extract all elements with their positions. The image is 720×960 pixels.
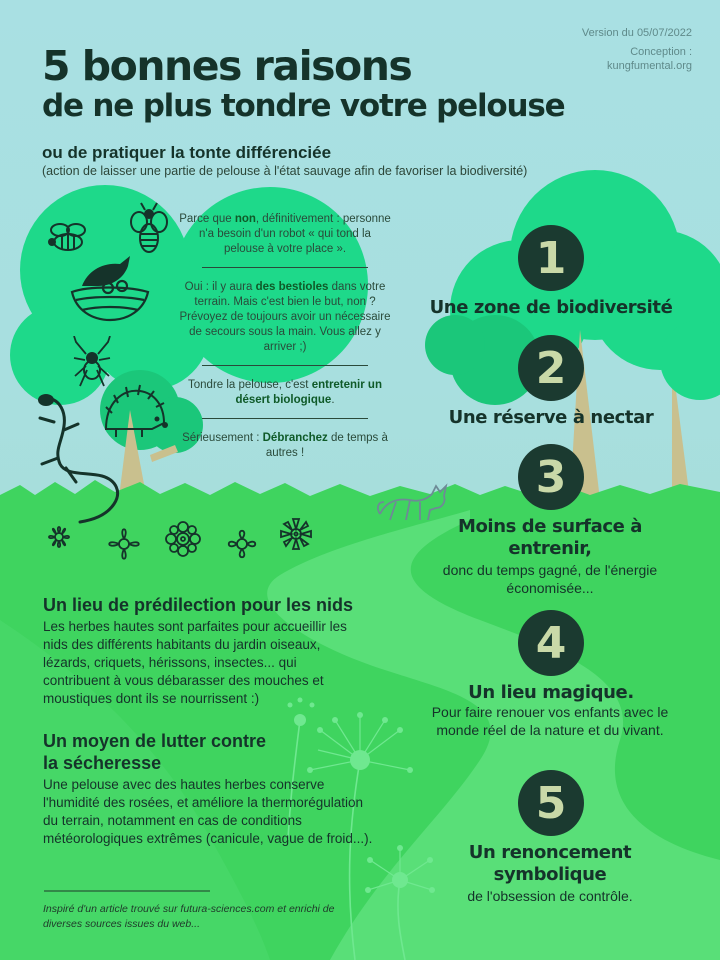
- page-title-line2: de ne plus tondre votre pelouse: [42, 88, 565, 124]
- tip-robot: Parce que non, définitivement : personne n'a besoin d'un robot « qui tond la pelouse à votre place ».: [179, 213, 391, 255]
- reason-4-desc: Pour faire renouer vos enfants avec le monde réel de la nature et du vivant.: [431, 704, 669, 738]
- tip-bugs: Oui : il y aura des bestioles dans votre terrain. Mais c'est bien le but, non ? Prévoyez de toujours avoir un nécessaire de secours sous la main. Vous allez y arriver ;): [179, 281, 391, 353]
- reason-5-desc: de l'obsession de contrôle.: [467, 888, 633, 904]
- divider: [202, 365, 368, 366]
- reason-2-number: 2: [518, 335, 584, 401]
- tip-desert: Tondre la pelouse, c'est entretenir un désert biologique.: [188, 379, 382, 406]
- conception-site: kungfumental.org: [607, 60, 692, 72]
- reason-3-number: 3: [518, 444, 584, 510]
- tip-unplug: Sérieusement : Débranchez de temps à autres !: [182, 432, 388, 459]
- flower-icon: [164, 520, 202, 558]
- flower-icon: [222, 524, 262, 564]
- page-title: 5 bonnes raisons: [42, 42, 412, 90]
- reason-1-number: 1: [518, 225, 584, 291]
- divider: [202, 418, 368, 419]
- section-drought-body: Une pelouse avec des hautes herbes conserve l'humidité des rosées, et améliore la thermorégulation du terrain, notamment en cas de conditions météorologiques extrêmes (canicule, vague de froid...).: [43, 777, 373, 846]
- flower-icon: [278, 516, 314, 552]
- reason-3-title: Moins de surface à entrenir,: [457, 516, 643, 559]
- divider: [202, 267, 368, 268]
- spider-icon: [72, 336, 112, 388]
- section-drought-title: Un moyen de lutter contre la sécheresse: [43, 731, 267, 773]
- bird-nest-icon: [68, 252, 152, 324]
- tips-bubble: [178, 212, 392, 461]
- conception-label: Conception :: [630, 46, 692, 58]
- section-nests-body: Les herbes hautes sont parfaites pour accueillir les nids des différents habitants du jardin oiseaux, lézards, criquets, hérissons, insectes... qui contribuent à vous débarasser des mouches et moustiques dont ils se nourrissent :): [43, 619, 347, 706]
- reason-5-title: Un renoncement symbolique: [468, 842, 632, 885]
- flower-icon: [102, 522, 146, 566]
- reason-4-number: 4: [518, 610, 584, 676]
- credit-note: Inspiré d'un article trouvé sur futura-sciences.com et enrichi de diverses sources issues du web...: [43, 903, 335, 930]
- reason-4-title: Un lieu magique.: [468, 682, 634, 703]
- reason-1-title: Une zone de biodiversité: [429, 297, 673, 318]
- page-subnote: (action de laisser une partie de pelouse à l'état sauvage afin de favoriser la biodiversité): [42, 164, 528, 178]
- flower-icon: [42, 520, 76, 554]
- reason-5-number: 5: [518, 770, 584, 836]
- lizard-icon: [30, 392, 126, 526]
- page-subtitle: ou de pratiquer la tonte différenciée: [42, 143, 332, 162]
- wasp-icon: [128, 200, 170, 258]
- version-label: Version du 05/07/2022: [581, 27, 692, 39]
- reason-2-title: Une réserve à nectar: [448, 407, 654, 428]
- section-nests-title: Un lieu de prédilection pour les nids: [43, 595, 354, 615]
- reason-3-desc: donc du temps gagné, de l'énergie économisée...: [442, 562, 658, 596]
